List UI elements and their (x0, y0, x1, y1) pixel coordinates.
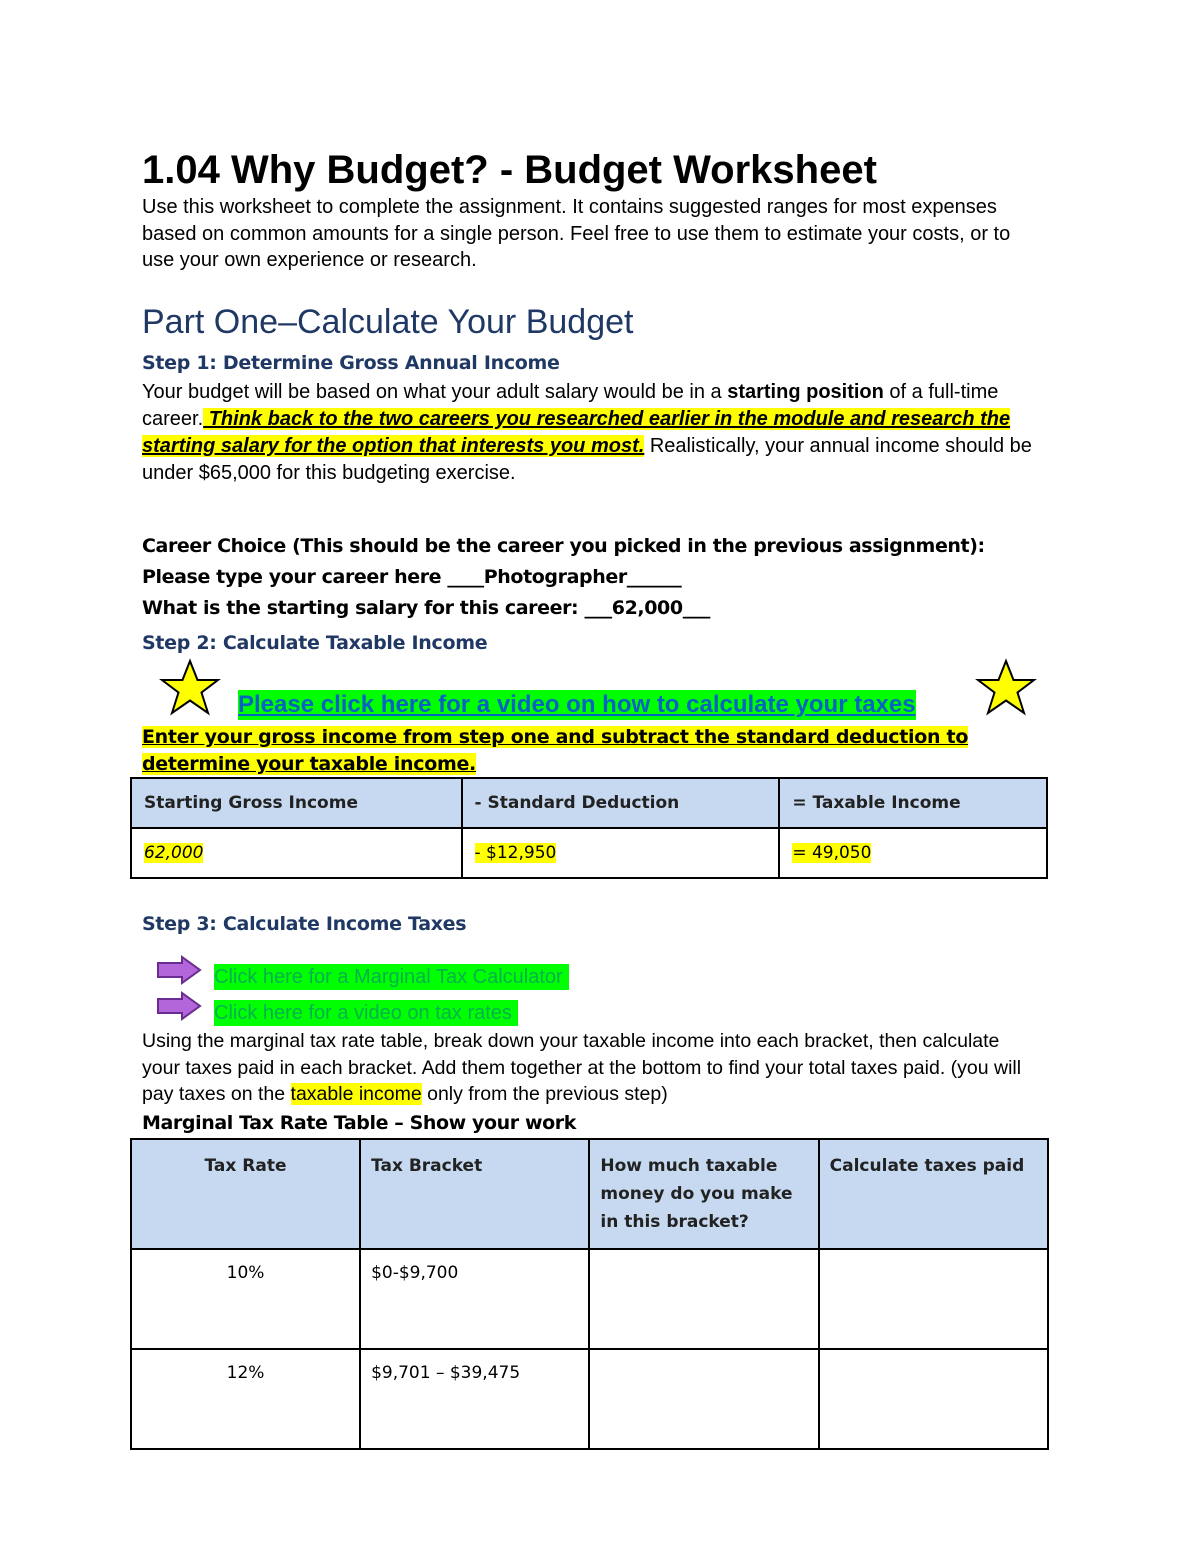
gross-income-value: 62,000 (144, 843, 204, 863)
step3-heading: Step 3: Calculate Income Taxes (142, 913, 467, 935)
taxable-amount-cell[interactable] (589, 1349, 818, 1449)
step3-paragraph (142, 1028, 1037, 1108)
tax-table-caption: Marginal Tax Rate Table – Show your work (142, 1112, 576, 1134)
deduction-cell[interactable] (462, 828, 780, 878)
salary-value[interactable]: ___62,000___ (584, 597, 710, 619)
step3-text-b: only from the previous step) (421, 1083, 668, 1105)
table-header-cell: Calculate taxes paid (819, 1139, 1048, 1249)
table-header-cell: How much taxable money do you make in this bracket? (589, 1139, 818, 1249)
tax-bracket-cell: $0-$9,700 (360, 1249, 589, 1349)
tax-video-link[interactable]: Please click here for a video on how to calculate your taxes (238, 691, 916, 718)
table-header-cell: Starting Gross Income (131, 778, 462, 828)
marginal-tax-table (130, 1138, 1049, 1450)
table-header-cell: Tax Bracket (360, 1139, 589, 1249)
table-header-cell: = Taxable Income (779, 778, 1047, 828)
taxable-income-cell[interactable] (779, 828, 1047, 878)
career-type-line (142, 562, 681, 593)
career-value[interactable]: ____Photographer______ (447, 566, 682, 588)
career-type-label: Please type your career here (142, 566, 448, 588)
marginal-tax-calculator-link[interactable]: Click here for a Marginal Tax Calculator (214, 964, 569, 990)
gross-income-cell[interactable] (131, 828, 462, 878)
taxable-amount-cell[interactable] (589, 1249, 818, 1349)
salary-label: What is the starting salary for this career: (142, 597, 585, 619)
step1-text-b: of a full-time career. (142, 381, 999, 430)
step3-text-a: Using the marginal tax rate table, break down your taxable income into each bracket, then calculate your taxes paid in each bracket. Add them together at the bottom to find your total taxes paid. (you will pay taxes on the (142, 1030, 1022, 1105)
taxable-income-value: = 49,050 (792, 843, 872, 863)
intro-paragraph: Use this worksheet to complete the assignment. It contains suggested ranges for most expenses based on common amounts for a single person. Feel free to use them to estimate your costs, or to use your own experience or research. (142, 196, 1011, 271)
taxes-paid-cell[interactable] (819, 1249, 1048, 1349)
step2-instruction (142, 724, 1002, 778)
star-icon (974, 658, 1038, 716)
step1-paragraph (142, 379, 1037, 487)
deduction-value: - $12,950 (474, 843, 557, 863)
step1-text-c: Realistically, your annual income should be under $65,000 for this budgeting exercise. (142, 435, 1032, 484)
part-one-heading: Part One–Calculate Your Budget (142, 303, 634, 341)
step1-text-a: Your budget will be based on what your adult salary would be in a (142, 381, 728, 403)
step2-instruction-text: Enter your gross income from step one and subtract the standard deduction to determine your taxable income. (142, 726, 969, 775)
star-icon (158, 658, 222, 716)
salary-line (142, 593, 710, 624)
arrow-right-icon (156, 991, 202, 1021)
tax-rate-cell: 12% (131, 1349, 360, 1449)
step2-heading: Step 2: Calculate Taxable Income (142, 632, 488, 654)
taxable-income-table (130, 777, 1048, 879)
table-row (131, 1249, 1048, 1349)
tax-bracket-cell: $9,701 – $39,475 (360, 1349, 589, 1449)
table-header-cell: Tax Rate (131, 1139, 360, 1249)
table-header-cell: - Standard Deduction (462, 778, 780, 828)
page-title: 1.04 Why Budget? - Budget Worksheet (142, 148, 877, 192)
tax-rates-video-link[interactable]: Click here for a video on tax rates (214, 1000, 518, 1026)
arrow-right-icon (156, 955, 202, 985)
step1-highlight: Think back to the two careers you researched earlier in the module and research the starting salary for the option that interests you most. (142, 408, 1011, 457)
tax-rate-cell: 10% (131, 1249, 360, 1349)
career-choice-line: Career Choice (This should be the career you picked in the previous assignment): (142, 535, 985, 557)
step1-bold: starting position (727, 381, 884, 403)
step3-highlight: taxable income (290, 1083, 422, 1105)
step1-heading: Step 1: Determine Gross Annual Income (142, 352, 560, 374)
taxes-paid-cell[interactable] (819, 1349, 1048, 1449)
table-row (131, 1349, 1048, 1449)
